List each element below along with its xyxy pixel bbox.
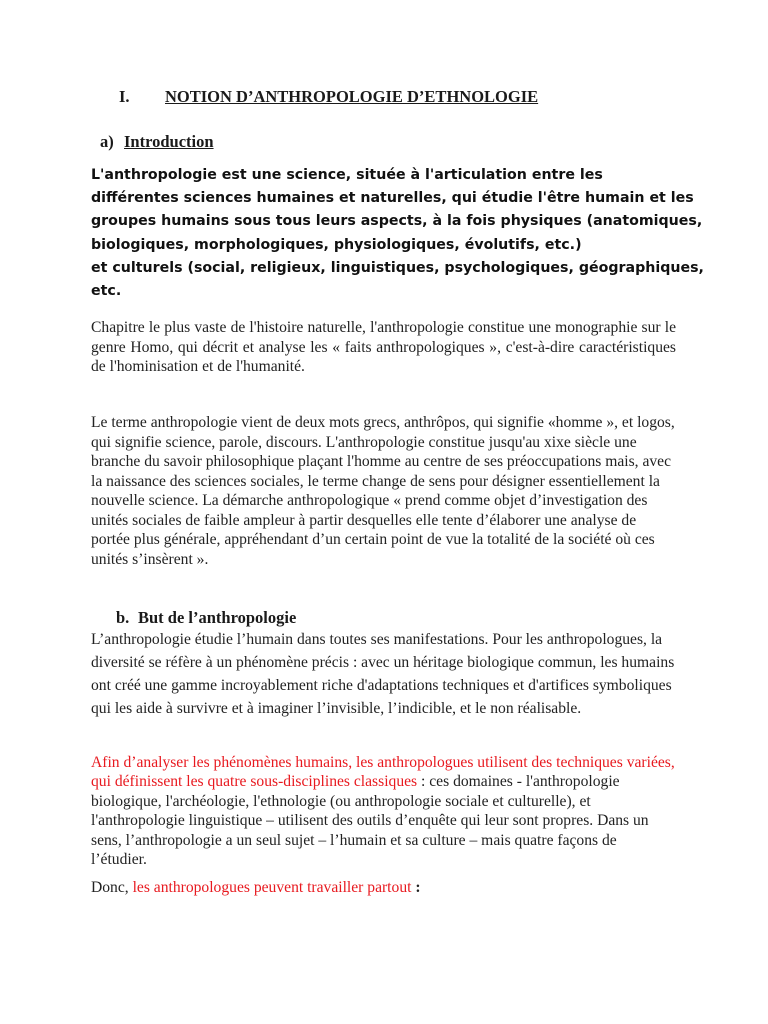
paragraph-sous-disciplines bbox=[91, 753, 676, 869]
section-b-label: b. bbox=[116, 608, 130, 627]
chapter-heading bbox=[119, 87, 538, 107]
paragraph-etymologie: Le terme anthropologie vient de deux mots grecs, anthrôpos, qui signifie «homme », et logos, qui signifie science, parole, discours. L'anthropologie constitue jusqu'au xixe siècle une branche du savoir philosophique plaçant l'homme au centre de ses préoccupations mais, avec la naissance des sciences sociales, le terme change de sens pour désigner essentiellement la nouvelle science. La démarche anthropologique « prend comme objet d’investigation des unités sociales de faible ampleur à partir desquelles elle tente d’élaborer une analyse de portée plus générale, appréhendant d’un certain point de vue la totalité de la société où ces unités s’insèrent ». bbox=[91, 414, 675, 568]
intro-line: différentes sciences humaines et naturelles, qui étudie l'être humain et les bbox=[91, 190, 694, 207]
intro-line: biologiques, morphologiques, physiologiques, évolutifs, etc.) bbox=[91, 236, 582, 253]
paragraph-lead: Donc, bbox=[91, 879, 133, 896]
highlighted-text: Afin d’analyser les phénomènes humains, les anthropologues utilisent des techniques variées, qui définissent les quatre sous-disciplines classiques bbox=[91, 754, 675, 791]
section-a-title: Introduction bbox=[124, 132, 214, 151]
paragraph-colon: : bbox=[411, 879, 421, 896]
section-a-label: a) bbox=[100, 132, 114, 151]
section-b-title: But de l’anthropologie bbox=[138, 608, 297, 627]
chapter-title: NOTION D’ANTHROPOLOGIE D’ETHNOLOGIE bbox=[165, 87, 539, 106]
paragraph-histoire-naturelle: Chapitre le plus vaste de l'histoire naturelle, l'anthropologie constitue une monographie sur le genre Homo, qui décrit et analyse les « faits anthropologiques », c'est-à-dire caractéristiques de l'hominisation et de l'humanité. bbox=[91, 319, 676, 376]
intro-line: etc. bbox=[91, 283, 122, 300]
intro-line: et culturels (social, religieux, linguistiques, psychologiques, géographiques, bbox=[91, 259, 704, 276]
paragraph-donc bbox=[91, 878, 676, 898]
intro-paragraph bbox=[91, 164, 704, 303]
intro-line: L'anthropologie est une science, située à l'articulation entre les bbox=[91, 167, 603, 183]
section-b-heading bbox=[116, 608, 296, 628]
chapter-number: I. bbox=[119, 87, 130, 106]
paragraph-text: : ces domaines - l'anthropologie biologique, l'archéologie, l'ethnologie (ou anthropologie sociale et culturelle), et l'anthropologie linguistique – utilisent des outils d’enquête qui leur sont propres. Dans un sens, l’anthropologie a un seul sujet – l’humain et sa culture – mais quatre façons de l’étudier. bbox=[91, 773, 649, 869]
paragraph-but: L’anthropologie étudie l’humain dans toutes ses manifestations. Pour les anthropologues, la diversité se réfère à un phénomène précis : avec un héritage biologique commun, les humains ont créé une gamme incroyablement riche d'adaptations techniques et d'artifices symboliques qui les aide à survivre et à imaginer l’invisible, l’indicible, et le non réalisable. bbox=[91, 631, 675, 717]
section-a-heading bbox=[100, 132, 214, 152]
highlighted-text: les anthropologues peuvent travailler partout bbox=[132, 879, 412, 896]
intro-line: groupes humains sous tous leurs aspects, à la fois physiques (anatomiques, bbox=[91, 213, 703, 230]
